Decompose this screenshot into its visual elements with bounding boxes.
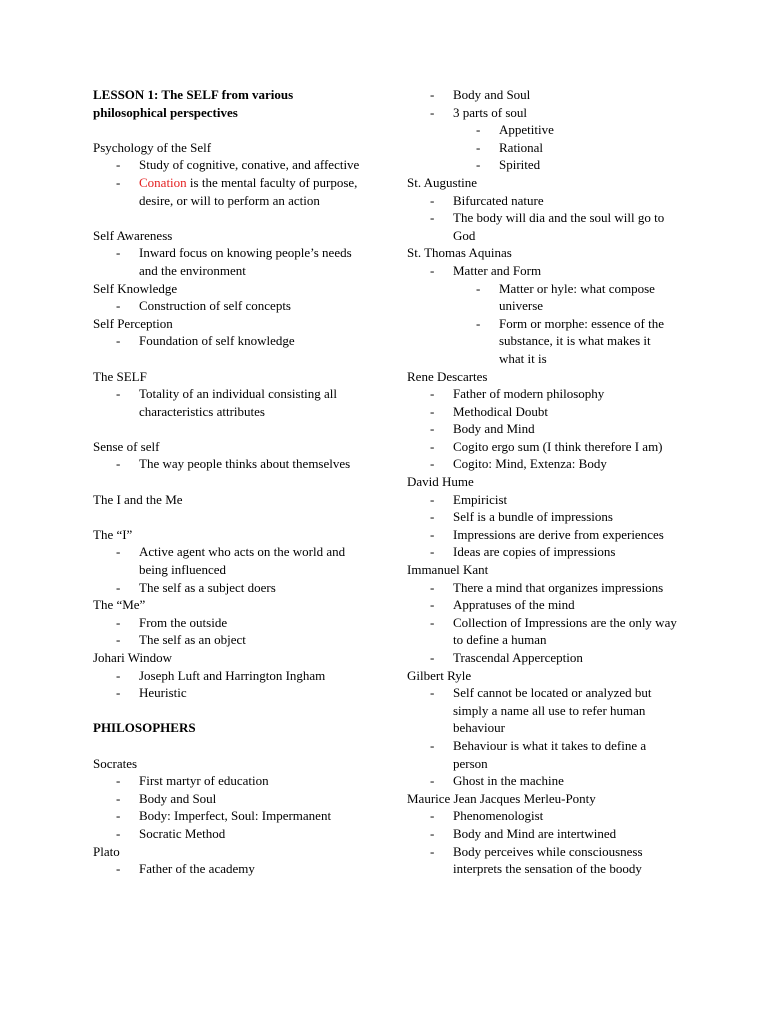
list-item: - Phenomenologist — [430, 808, 544, 824]
heading-the-i: The “I” — [93, 526, 133, 542]
heading-the-self: The SELF — [93, 368, 147, 384]
list-item: - Impressions are derive from experiences — [430, 526, 664, 542]
list-item: - Foundation of self knowledge — [116, 333, 295, 349]
list-item: - Self is a bundle of impressions — [430, 509, 613, 525]
heading-socrates: Socrates — [93, 755, 138, 771]
heading-merleau-ponty: Maurice Jean Jacques Merleu-Ponty — [407, 790, 596, 806]
list-item: - Trascendal Apperception — [430, 650, 583, 665]
conation-term: Conation — [139, 174, 187, 190]
list-item: - Joseph Luft and Harrington Ingham — [116, 667, 326, 683]
list-item: - Body and Soul — [430, 87, 531, 102]
list-item: - The body will dia and the soul will go to God — [430, 210, 665, 243]
list-item: - 3 parts of soul — [430, 104, 528, 120]
heading-self-knowledge: Self Knowledge — [93, 280, 178, 296]
list-item: - Bifurcated nature — [430, 192, 544, 208]
list-item: - Body perceives while consciousness interprets the sensation of the boody — [430, 843, 643, 877]
list-item: - Collection of Impressions are the only way to define a human — [430, 614, 677, 648]
right-column — [407, 86, 679, 878]
lesson-title: LESSON 1: The SELF from various — [93, 87, 294, 102]
list-item: - First martyr of education — [116, 773, 269, 789]
sub-list-item: - Form or morphe: essence of the substance, it is what makes it what it is — [476, 315, 664, 366]
list-item: - Body and Soul — [116, 790, 217, 806]
list-item: - Appratuses of the mind — [430, 597, 575, 613]
list-item: - Construction of self concepts — [116, 298, 291, 314]
heading-sense-of-self: Sense of self — [93, 438, 160, 454]
heading-philosophers: PHILOSOPHERS — [93, 720, 196, 736]
list-item: - Body: Imperfect, Soul: Impermanent — [116, 808, 332, 824]
list-item: - Self cannot be located or analyzed but simply a name all use to refer human behaviour — [430, 685, 652, 736]
heading-self-perception: Self Perception — [93, 315, 173, 331]
heading-rene-descartes: Rene Descartes — [407, 368, 488, 384]
list-item: - Father of the academy — [116, 861, 255, 877]
left-column — [93, 86, 368, 878]
list-item: - Socratic Method — [116, 825, 226, 841]
list-item: - Ghost in the machine — [430, 773, 564, 789]
list-item: - Matter and Form — [430, 262, 542, 278]
list-item: - Empiricist — [430, 491, 508, 507]
heading-johari-window: Johari Window — [93, 650, 173, 665]
list-item: - Inward focus on knowing people’s needs and the environment — [116, 245, 352, 278]
list-item: - Body and Mind are intertwined — [430, 825, 617, 841]
heading-david-hume: David Hume — [407, 474, 474, 490]
heading-st-augustine: St. Augustine — [407, 174, 478, 190]
list-item: - Study of cognitive, conative, and affective — [116, 157, 360, 173]
heading-the-me: The “Me” — [93, 597, 146, 613]
heading-psychology-of-self: Psychology of the Self — [93, 139, 212, 155]
list-item: - Heuristic — [116, 685, 187, 701]
list-item-conation: - Conation is the mental faculty of purpose, desire, or will to perform an action — [116, 174, 358, 208]
list-item: - Totality of an individual consisting all characteristics attributes — [116, 386, 338, 419]
sub-list-item: - Appetitive — [476, 122, 554, 138]
list-item: - Active agent who acts on the world and being influenced — [116, 544, 346, 578]
list-item: - Cogito ergo sum (I think therefore I am) — [430, 438, 663, 454]
list-item: - From the outside — [116, 614, 228, 630]
list-item: - Father of modern philosophy — [430, 386, 605, 402]
list-item: - The self as a subject doers — [116, 579, 276, 595]
list-item: - The way people thinks about themselves — [116, 456, 351, 472]
list-item: - The self as an object — [116, 632, 246, 648]
list-item: - Body and Mind — [430, 421, 535, 437]
heading-self-awareness: Self Awareness — [93, 227, 173, 243]
sub-list-item: - Spirited — [476, 157, 541, 173]
list-item: - Behaviour is what it takes to define a person — [430, 737, 647, 771]
list-item: - Cogito: Mind, Extenza: Body — [430, 456, 607, 472]
heading-plato: Plato — [93, 843, 120, 859]
heading-st-thomas-aquinas: St. Thomas Aquinas — [407, 245, 512, 261]
sub-list-item: - Rational — [476, 139, 544, 155]
list-item: - There a mind that organizes impressions — [430, 579, 664, 595]
heading-immanuel-kant: Immanuel Kant — [407, 562, 489, 578]
sub-list-item: - Matter or hyle: what compose universe — [476, 280, 655, 314]
list-item: - Methodical Doubt — [430, 403, 548, 419]
list-item: - Ideas are copies of impressions — [430, 544, 616, 560]
lesson-title-line2: philosophical perspectives — [93, 104, 238, 120]
heading-i-and-me: The I and the Me — [93, 491, 183, 507]
heading-gilbert-ryle: Gilbert Ryle — [407, 667, 472, 683]
